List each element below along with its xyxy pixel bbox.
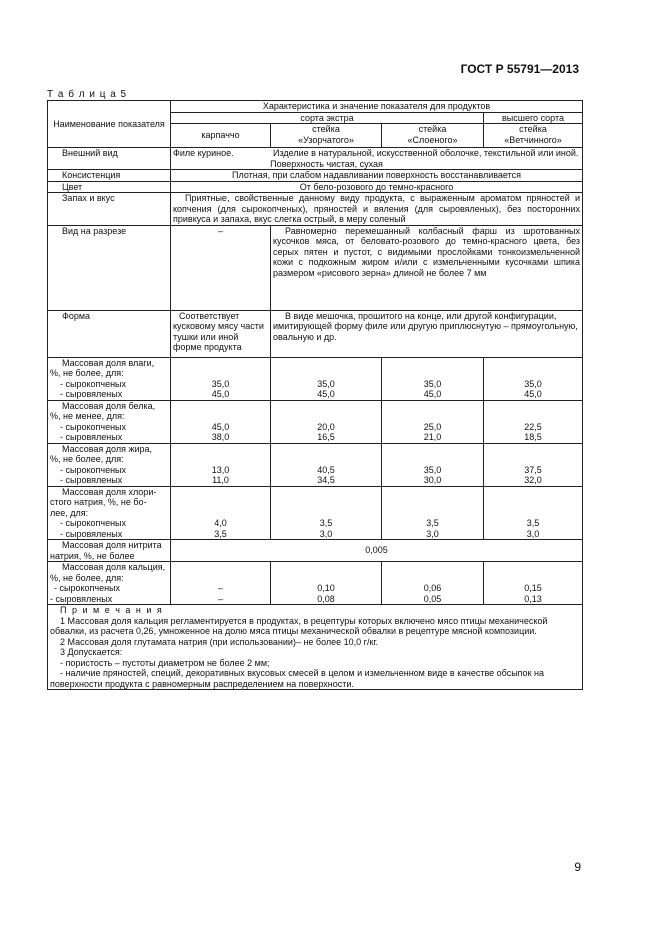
cell-value: Равномерно перемешанный колбасный фарш из шротованных кусочков мяса, от беловато-розового до темно-красного цвета, без серых пятен и пустот, с видимыми прослойками тонкоизмельченной кожи с подкожным жиром и/или с измельченными кусочками шпика размером «рисового зерна» длиной не более 7 мм [271,225,583,310]
table-caption: Т а б л и ц а 5 [47,89,128,100]
row-label: Массовая доля нитрита натрия, %, не более [48,540,171,562]
cell-value: 35,0 45,0 [171,357,271,400]
cell-value: 37,5 32,0 [484,443,583,486]
higher-grade-header: высшего сорта [484,112,583,124]
table-row [48,357,583,400]
cell-value: 40,5 34,5 [271,443,382,486]
cell-value: В виде мешочка, прошитого на конце, или другой конфигурации, имитирующей форму филе или другую приплюснутую – прямоугольную, овальную и др. [271,310,583,357]
cell-value: 0,005 [171,540,583,562]
sloen-header: стейка «Слоеного» [382,124,484,148]
notes-block [48,605,583,690]
table-row [48,170,583,182]
extra-grade-header: сорта экстра [171,112,484,124]
param-header: Наименование показателя [48,101,171,148]
indicators-table [47,100,583,690]
vetch-header: стейка «Ветчинного» [484,124,583,148]
table-row [48,540,583,562]
cell-value: Плотная, при слабом надавливании поверхность восстанавливается [171,170,583,182]
carpaccio-header: карпаччо [171,124,271,148]
row-label: Массовая доля жира, %, не более, для: - сырокопченых - сыровяленых [48,443,171,486]
row-label: Внешний вид [48,148,171,170]
uzor-header: стейка «Узорчатого» [271,124,382,148]
table-row [48,225,583,310]
cell-value: 0,06 0,05 [382,562,484,605]
table-row [48,400,583,443]
cell-value: От бело-розового до темно-красного [171,181,583,193]
cell-value: 3,5 3,0 [271,486,382,540]
note-1: 1 Массовая доля кальция регламентируется в продуктах, в рецептуры которых включено мясо птицы механической обвалки, из расчета 0,26, умноженное на долю мяса птицы механической обвалки в рецептуре мясной композиции. [50,615,548,636]
cell-value: 35,0 30,0 [382,443,484,486]
table-row [48,310,583,357]
cell-value: 4,0 3,5 [171,486,271,540]
row-label: Консистенция [48,170,171,182]
page-number: 9 [574,860,581,874]
table-row [48,181,583,193]
table-row [48,148,583,170]
char-header: Характеристика и значение показателя для продуктов [171,101,583,113]
cell-value: 3,5 3,0 [382,486,484,540]
notes-row [48,605,583,690]
appearance-value: Филе куриное. Изделие в натуральной, искусственной оболочке, текстильной или иной. Поверхность чистая, сухая [171,148,583,170]
notes-title: П р и м е ч а н и я [60,605,164,615]
row-label: Массовая доля влаги, %, не более, для: - сырокопченых - сыровяленых [48,357,171,400]
note-3: 3 Допускается: [60,647,123,657]
note-3b: - наличие пряностей, специй, декоративных вкусовых смесей в целом и измельченном виде в качестве обсыпок на поверхности продукта с равномерным распределением на поверхности. [50,668,544,689]
cell-value: 22,5 18,5 [484,400,583,443]
table-row [48,443,583,486]
cell-value: 20,0 16,5 [271,400,382,443]
table-row [48,486,583,540]
document-header: ГОСТ Р 55791—2013 [460,62,579,76]
cell-value: 0,15 0,13 [484,562,583,605]
cell-value: – [171,225,271,310]
table-row [48,562,583,605]
row-label: Вид на разрезе [48,225,171,310]
cell-value: 0,10 0,08 [271,562,382,605]
cell-value: 45,0 38,0 [171,400,271,443]
row-label: Массовая доля хлори- стого натрия, %, не бо- лее, для: - сырокопченых - сыровяленых [48,486,171,540]
row-label: Форма [48,310,171,357]
cell-value: 3,5 3,0 [484,486,583,540]
table-header-row [48,101,583,113]
row-label: Цвет [48,181,171,193]
cell-value: 35,0 45,0 [382,357,484,400]
cell-value: 35,0 45,0 [484,357,583,400]
cell-value: 35,0 45,0 [271,357,382,400]
note-2: 2 Массовая доля глутамата натрия (при использовании)– не более 10,0 г/кг. [60,636,379,647]
cell-value: Приятные, свойственные данному виду продукта, с выраженным ароматом пряностей и копчения (для сырокопченых), пряностей и вяления (для сыровяленых), без посторонних привкуса и запаха, вкус слегка острый, в меру соленый [171,193,583,226]
cell-value: – – [171,562,271,605]
table-row [48,193,583,226]
row-label: Запах и вкус [48,193,171,226]
cell-value: 25,0 21,0 [382,400,484,443]
note-3a: - пористость – пустоты диаметром не более 2 мм; [60,657,270,668]
row-label: Массовая доля белка, %, не менее, для: - сырокопченых - сыровяленых [48,400,171,443]
cell-value: Соответствует кусковому мясу части тушки или иной форме продукта [171,310,271,357]
cell-value: 13,0 11,0 [171,443,271,486]
row-label: Массовая доля кальция, %, не более, для: - сырокопченых - сыровяленых [48,562,171,605]
